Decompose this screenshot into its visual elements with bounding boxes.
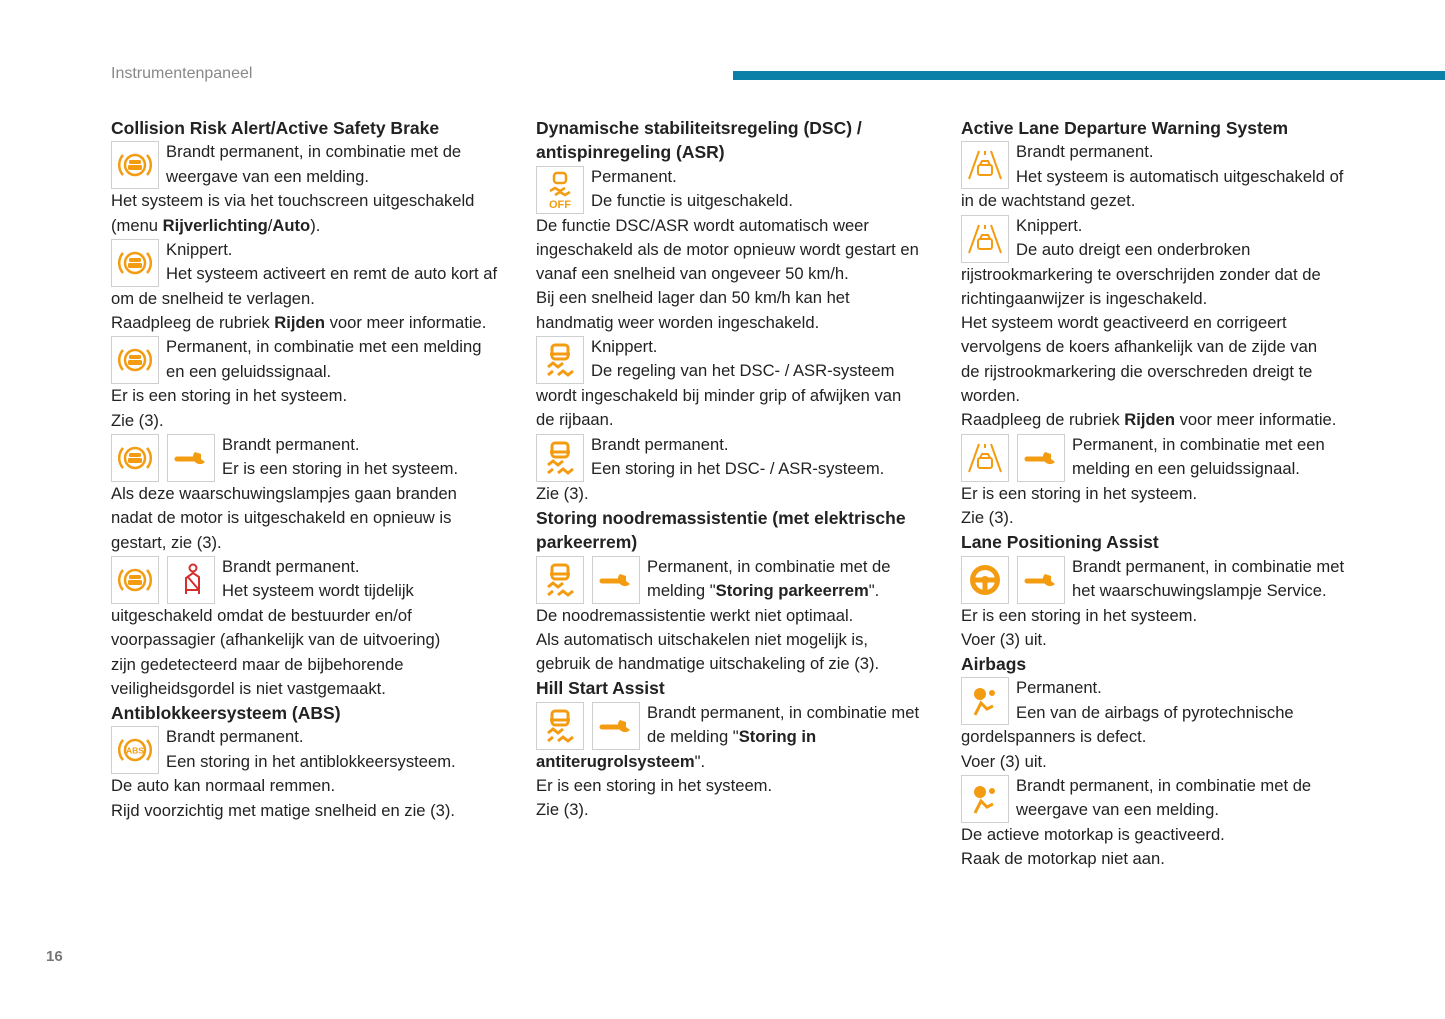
text-line: De auto dreigt een onderbroken (1016, 239, 1251, 259)
text-line (647, 579, 891, 603)
column-3 (961, 116, 1371, 872)
lane-icon (961, 215, 1009, 263)
text-line: gestart, zie (3). (111, 532, 222, 552)
warning-lamps (111, 555, 215, 604)
dsc-icon (536, 702, 584, 750)
lamp-description (1016, 774, 1311, 823)
text-line: de rijstrookmarkering die overschreden dreigt te (961, 361, 1313, 381)
section-heading (111, 116, 521, 140)
text-line: Zie (3). (961, 507, 1014, 527)
lamp-description (222, 555, 414, 604)
text-line (536, 750, 946, 774)
text-line: Bij een snelheid lager dan 50 km/h kan het (536, 288, 850, 308)
warning-lamps (536, 701, 640, 750)
text-segment: melding " (647, 580, 716, 600)
text-line: Dynamische stabiliteitsregeling (DSC) / (536, 118, 862, 138)
text-line: Zie (3). (536, 483, 589, 503)
bold-term: Storing in (738, 727, 817, 747)
text-line: Het systeem is via het touchscreen uitgeschakeld (111, 191, 475, 211)
abs-icon (111, 726, 159, 774)
warning-lamps (961, 433, 1065, 482)
bold-term: antiterugrolsysteem (536, 751, 695, 771)
paragraph (111, 482, 521, 555)
warning-lamps (536, 433, 584, 482)
text-line: Permanent. (591, 166, 677, 186)
brake-warning-icon (111, 434, 159, 482)
brake-warning-icon (111, 336, 159, 384)
airbag-icon (961, 677, 1009, 725)
warning-lamps (111, 725, 159, 774)
warning-lamps (111, 140, 159, 189)
text-line: De auto kan normaal remmen. (111, 776, 336, 796)
brake-warning-icon (111, 239, 159, 287)
text-segment: voor meer informatie. (325, 313, 487, 333)
text-line: Permanent. (1016, 678, 1102, 698)
header-accent-bar (733, 71, 1445, 80)
section-heading (536, 116, 946, 165)
text-line: gordelspanners is defect. (961, 727, 1147, 747)
text-line: Een van de airbags of pyrotechnische (1016, 702, 1294, 722)
text-line: Collision Risk Alert/Active Safety Brake (111, 118, 440, 138)
text-segment: Raadpleeg de rubriek (111, 313, 275, 333)
wrench-icon (592, 702, 640, 750)
text-line: voorpassagier (afhankelijk van de uitvoering) (111, 630, 441, 650)
column-2 (536, 116, 946, 823)
text-line: Voer (3) uit. (961, 751, 1047, 771)
dsc-off-icon (536, 166, 584, 214)
paragraph (961, 189, 1371, 213)
text-line: Zie (3). (111, 410, 164, 430)
warning-lamp-row (111, 725, 521, 774)
lane-icon (961, 434, 1009, 482)
paragraph (536, 604, 946, 677)
text-line: De noodremassistentie werkt niet optimaal. (536, 605, 854, 625)
warning-lamp-row (536, 335, 946, 384)
text-line: Brandt permanent. (222, 435, 360, 455)
text-line: Het systeem wordt tijdelijk (222, 581, 414, 601)
text-line: De actieve motorkap is geactiveerd. (961, 825, 1225, 845)
paragraph (111, 774, 521, 823)
dsc-icon (536, 556, 584, 604)
wrench-icon (1017, 434, 1065, 482)
text-line: Een storing in het antiblokkeersysteem. (166, 751, 456, 771)
text-line: wordt ingeschakeld bij minder grip of afwijken van (536, 386, 902, 406)
paragraph (536, 384, 946, 433)
warning-lamp-row (961, 140, 1371, 189)
text-line: Het systeem activeert en remt de auto kort af (166, 264, 498, 284)
text-segment: / (267, 215, 273, 235)
text-line: De functie is uitgeschakeld. (591, 190, 794, 210)
text-segment: (menu (111, 215, 163, 235)
paragraph (961, 725, 1371, 774)
text-line: worden. (961, 386, 1021, 406)
warning-lamp-row (111, 335, 521, 384)
text-line: Er is een storing in het systeem. (961, 605, 1198, 625)
text-line: Brandt permanent. (166, 727, 304, 747)
lamp-description (647, 555, 891, 604)
bold-term: Rijden (1124, 410, 1175, 430)
lamp-description (647, 701, 919, 750)
airbag-icon (961, 775, 1009, 823)
warning-lamps (961, 214, 1009, 263)
text-line: Brandt permanent, in combinatie met (647, 702, 920, 722)
text-line: in de wachtstand gezet. (961, 191, 1136, 211)
section-heading (961, 530, 1371, 554)
text-line: de rijbaan. (536, 410, 614, 430)
lamp-description (166, 238, 497, 287)
lamp-description (1072, 433, 1325, 482)
text-line: nadat de motor is uitgeschakeld en opnieuw is (111, 508, 452, 528)
text-line: Permanent, in combinatie met een (1072, 434, 1325, 454)
text-line: veiligheidsgordel is niet vastgemaakt. (111, 678, 386, 698)
paragraph (111, 384, 521, 433)
lamp-description (591, 335, 894, 384)
brake-warning-icon (111, 556, 159, 604)
text-line: Er is een storing in het systeem. (536, 776, 773, 796)
text-line: Er is een storing in het systeem. (222, 459, 459, 479)
warning-lamp-row (961, 676, 1371, 725)
text-segment: ". (694, 751, 706, 771)
text-segment: voor meer informatie. (1175, 410, 1337, 430)
text-line: Storing noodremassistentie (met elektrische (536, 507, 906, 528)
bold-term: Auto (272, 215, 311, 235)
paragraph (536, 482, 946, 506)
paragraph (961, 482, 1371, 531)
dsc-icon (536, 336, 584, 384)
text-line: het waarschuwingslampje Service. (1072, 580, 1327, 600)
text-line: Brandt permanent. (591, 434, 729, 454)
lamp-description (166, 140, 461, 189)
text-line: Als automatisch uitschakelen niet mogelijk is, (536, 629, 869, 649)
paragraph (536, 214, 946, 335)
section-heading (536, 676, 946, 700)
wrench-icon (167, 434, 215, 482)
text-line (111, 214, 521, 238)
warning-lamps (536, 335, 584, 384)
text-line: Voer (3) uit. (961, 629, 1047, 649)
text-line: weergave van een melding. (166, 166, 369, 186)
lamp-description (591, 165, 793, 214)
text-line: Brandt permanent, in combinatie met de (166, 142, 462, 162)
section-heading (536, 506, 946, 555)
lamp-description (222, 433, 458, 482)
warning-lamps (536, 165, 584, 214)
warning-lamp-row (111, 238, 521, 287)
text-line: richtingaanwijzer is ingeschakeld. (961, 288, 1208, 308)
text-line: handmatig weer worden ingeschakeld. (536, 312, 820, 332)
lamp-description (166, 725, 456, 774)
dsc-icon (536, 434, 584, 482)
section-header: Instrumentenpaneel (111, 65, 253, 82)
text-line: antispinregeling (ASR) (536, 142, 725, 163)
text-line: Rijd voorzichtig met matige snelheid en zie (3). (111, 800, 456, 820)
svg-text:ABS: ABS (126, 745, 144, 756)
text-line: De functie DSC/ASR wordt automatisch weer (536, 215, 869, 235)
text-line: Brandt permanent, in combinatie met de (1016, 776, 1312, 796)
warning-lamp-row (961, 555, 1371, 604)
text-line: Een storing in het DSC- / ASR-systeem. (591, 458, 885, 478)
warning-lamp-row (536, 555, 946, 604)
text-line: ingeschakeld als de motor opnieuw wordt gestart en (536, 239, 919, 259)
warning-lamp-row (111, 433, 521, 482)
section-heading (961, 652, 1371, 676)
text-line: Active Lane Departure Warning System (961, 118, 1289, 138)
text-line: Lane Positioning Assist (961, 532, 1159, 553)
warning-lamps (536, 555, 640, 604)
text-line: Hill Start Assist (536, 678, 665, 699)
text-line: Airbags (961, 654, 1027, 675)
page-number: 16 (46, 948, 63, 965)
svg-text:OFF: OFF (549, 198, 571, 210)
warning-lamps (111, 433, 215, 482)
warning-lamps (961, 140, 1009, 189)
warning-lamp-row (961, 214, 1371, 263)
section-heading (111, 701, 521, 725)
text-line (961, 408, 1371, 432)
text-segment: de melding " (647, 727, 739, 747)
seatbelt-icon (167, 556, 215, 604)
lamp-description (591, 433, 884, 482)
text-line (111, 311, 521, 335)
paragraph (111, 604, 521, 701)
paragraph (961, 263, 1371, 433)
warning-lamp-row (536, 165, 946, 214)
warning-lamps (961, 774, 1009, 823)
section-heading (961, 116, 1371, 140)
lamp-description (1016, 676, 1294, 725)
bold-term: Rijverlichting (162, 215, 268, 235)
text-line: vervolgens de koers afhankelijk van de zijde van (961, 337, 1318, 357)
lamp-description (1016, 140, 1343, 189)
text-line: Antiblokkeersysteem (ABS) (111, 703, 341, 724)
warning-lamps (961, 555, 1065, 604)
lamp-description (1072, 555, 1344, 604)
warning-lamp-row (536, 433, 946, 482)
text-line: uitgeschakeld omdat de bestuurder en/of (111, 605, 412, 625)
paragraph (961, 604, 1371, 653)
text-line: gebruik de handmatige uitschakeling of zie (3). (536, 654, 880, 674)
text-line: Permanent, in combinatie met de (647, 556, 891, 576)
warning-lamp-row (111, 555, 521, 604)
text-line: Als deze waarschuwingslampjes gaan branden (111, 484, 457, 504)
text-line: Het systeem wordt geactiveerd en corrigeert (961, 313, 1287, 333)
text-line: om de snelheid te verlagen. (111, 288, 315, 308)
text-line: Brandt permanent. (222, 556, 360, 576)
text-line: Het systeem is automatisch uitgeschakeld of (1016, 166, 1344, 186)
lamp-description (1016, 214, 1250, 263)
text-line: weergave van een melding. (1016, 800, 1219, 820)
lane-icon (961, 141, 1009, 189)
text-line: zijn gedetecteerd maar de bijbehorende (111, 654, 404, 674)
text-line: parkeerrem) (536, 532, 638, 553)
paragraph (111, 189, 521, 238)
bold-term: Storing parkeerrem (715, 580, 869, 600)
text-line: Knippert. (1016, 215, 1083, 235)
text-line: Brandt permanent, in combinatie met (1072, 556, 1345, 576)
warning-lamps (961, 676, 1009, 725)
text-line (647, 725, 919, 749)
warning-lamp-row (961, 774, 1371, 823)
text-line: Knippert. (166, 239, 233, 259)
warning-lamp-row (536, 701, 946, 750)
text-line: en een geluidssignaal. (166, 361, 332, 381)
warning-lamp-row (111, 140, 521, 189)
text-line: melding en een geluidssignaal. (1072, 458, 1300, 478)
text-line: De regeling van het DSC- / ASR-systeem (591, 361, 895, 381)
wrench-icon (1017, 556, 1065, 604)
column-1 (111, 116, 521, 823)
steering-icon (961, 556, 1009, 604)
text-line: Zie (3). (536, 800, 589, 820)
warning-lamps (111, 238, 159, 287)
paragraph (961, 823, 1371, 872)
text-line: Knippert. (591, 337, 658, 357)
text-line: Brandt permanent. (1016, 142, 1154, 162)
paragraph (111, 287, 521, 336)
text-line: Raak de motorkap niet aan. (961, 849, 1165, 869)
warning-lamps (111, 335, 159, 384)
text-segment: ). (310, 215, 321, 235)
lamp-description (166, 335, 481, 384)
bold-term: Rijden (274, 313, 325, 333)
wrench-icon (592, 556, 640, 604)
text-line: rijstrookmarkering te overschrijden zonder dat de (961, 264, 1321, 284)
paragraph (536, 750, 946, 823)
brake-warning-icon (111, 141, 159, 189)
text-segment: Raadpleeg de rubriek (961, 410, 1125, 430)
text-line: Er is een storing in het systeem. (961, 483, 1198, 503)
text-line: Er is een storing in het systeem. (111, 386, 348, 406)
warning-lamp-row (961, 433, 1371, 482)
text-line: Permanent, in combinatie met een melding (166, 337, 482, 357)
text-line: vanaf een snelheid van ongeveer 50 km/h. (536, 264, 849, 284)
text-segment: ". (868, 580, 880, 600)
